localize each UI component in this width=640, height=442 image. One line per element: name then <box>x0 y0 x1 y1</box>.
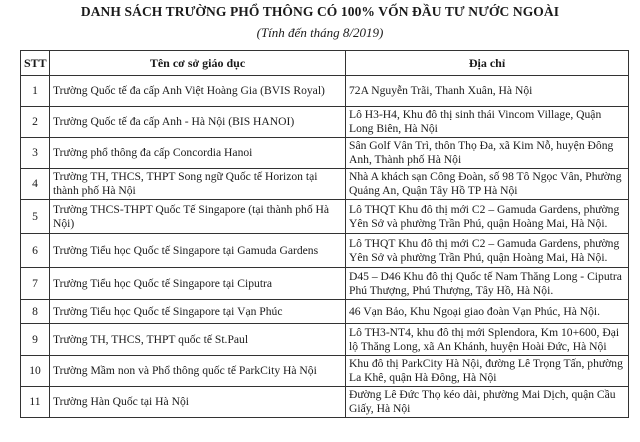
cell-address: Lô THQT Khu đô thị mới C2 – Gamuda Gardens, phường Yên Sở và phường Trần Phú, quận Hoàng Mai, Hà Nội. <box>346 234 629 268</box>
table-row <box>21 300 629 324</box>
cell-stt: 10 <box>21 356 50 387</box>
table-row <box>21 324 629 356</box>
cell-name: Trường TH, THCS, THPT Song ngữ Quốc tế Horizon tại thành phố Hà Nội <box>50 169 346 200</box>
cell-address: Lô H3-H4, Khu đô thị sinh thái Vincom Village, Quận Long Biên, Hà Nội <box>346 107 629 138</box>
cell-name: Trường TH, THCS, THPT quốc tế St.Paul <box>50 324 346 356</box>
table-row <box>21 138 629 169</box>
cell-name: Trường THCS-THPT Quốc Tế Singapore (tại thành phố Hà Nội) <box>50 200 346 234</box>
table-row <box>21 234 629 268</box>
cell-address: 72A Nguyễn Trãi, Thanh Xuân, Hà Nội <box>346 76 629 107</box>
table-row <box>21 200 629 234</box>
cell-address: Đường Lê Đức Thọ kéo dài, phường Mai Dịch, quận Cầu Giấy, Hà Nội <box>346 387 629 418</box>
cell-stt: 7 <box>21 268 50 300</box>
cell-address: Lô TH3-NT4, khu đô thị mới Splendora, Km 10+600, Đại lộ Thăng Long, xã An Khánh, huyện Hoài Đức, Hà Nội <box>346 324 629 356</box>
cell-address: Nhà A khách sạn Công Đoàn, số 98 Tô Ngọc Vân, Phường Quảng An, Quận Tây Hồ TP Hà Nội <box>346 169 629 200</box>
cell-name: Trường Tiểu học Quốc tế Singapore tại Vạn Phúc <box>50 300 346 324</box>
cell-name: Trường Mầm non và Phổ thông quốc tế ParkCity Hà Nội <box>50 356 346 387</box>
cell-name: Trường Hàn Quốc tại Hà Nội <box>50 387 346 418</box>
table-row <box>21 356 629 387</box>
cell-stt: 9 <box>21 324 50 356</box>
table-header-row <box>21 51 629 76</box>
cell-address: Lô THQT Khu đô thị mới C2 – Gamuda Gardens, phường Yên Sở và phường Trần Phú, quận Hoàng Mai, Hà Nội. <box>346 200 629 234</box>
header-stt: STT <box>21 51 50 76</box>
cell-stt: 3 <box>21 138 50 169</box>
cell-address: Sân Golf Vân Trì, thôn Thọ Đa, xã Kim Nỗ, huyện Đông Anh, Thành phố Hà Nội <box>346 138 629 169</box>
schools-table <box>20 50 629 418</box>
cell-stt: 8 <box>21 300 50 324</box>
cell-stt: 5 <box>21 200 50 234</box>
cell-address: 46 Vạn Bảo, Khu Ngoại giao đoàn Vạn Phúc, Hà Nội. <box>346 300 629 324</box>
cell-stt: 4 <box>21 169 50 200</box>
cell-address: D45 – D46 Khu đô thị Quốc tế Nam Thăng Long - Ciputra Phú Thượng, Phú Thượng, Tây Hồ, Hà Nội. <box>346 268 629 300</box>
table-row <box>21 387 629 418</box>
document-subtitle: (Tính đến tháng 8/2019) <box>256 25 384 40</box>
cell-stt: 11 <box>21 387 50 418</box>
cell-address: Khu đô thị ParkCity Hà Nội, đường Lê Trọng Tấn, phường La Khê, quận Hà Đông, Hà Nội <box>346 356 629 387</box>
cell-stt: 1 <box>21 76 50 107</box>
cell-stt: 6 <box>21 234 50 268</box>
cell-name: Trường Tiểu học Quốc tế Singapore tại Gamuda Gardens <box>50 234 346 268</box>
cell-name: Trường Tiểu học Quốc tế Singapore tại Ciputra <box>50 268 346 300</box>
document-title: DANH SÁCH TRƯỜNG PHỔ THÔNG CÓ 100% VỐN ĐẦU TƯ NƯỚC NGOÀI <box>80 4 560 19</box>
cell-name: Trường Quốc tế đa cấp Anh - Hà Nội (BIS HANOI) <box>50 107 346 138</box>
header-address: Địa chỉ <box>346 51 629 76</box>
table-row <box>21 107 629 138</box>
cell-stt: 2 <box>21 107 50 138</box>
cell-name: Trường Quốc tế đa cấp Anh Việt Hoàng Gia (BVIS Royal) <box>50 76 346 107</box>
table-row <box>21 76 629 107</box>
header-name: Tên cơ sở giáo dục <box>50 51 346 76</box>
cell-name: Trường phổ thông đa cấp Concordia Hanoi <box>50 138 346 169</box>
table-row <box>21 169 629 200</box>
table-row <box>21 268 629 300</box>
